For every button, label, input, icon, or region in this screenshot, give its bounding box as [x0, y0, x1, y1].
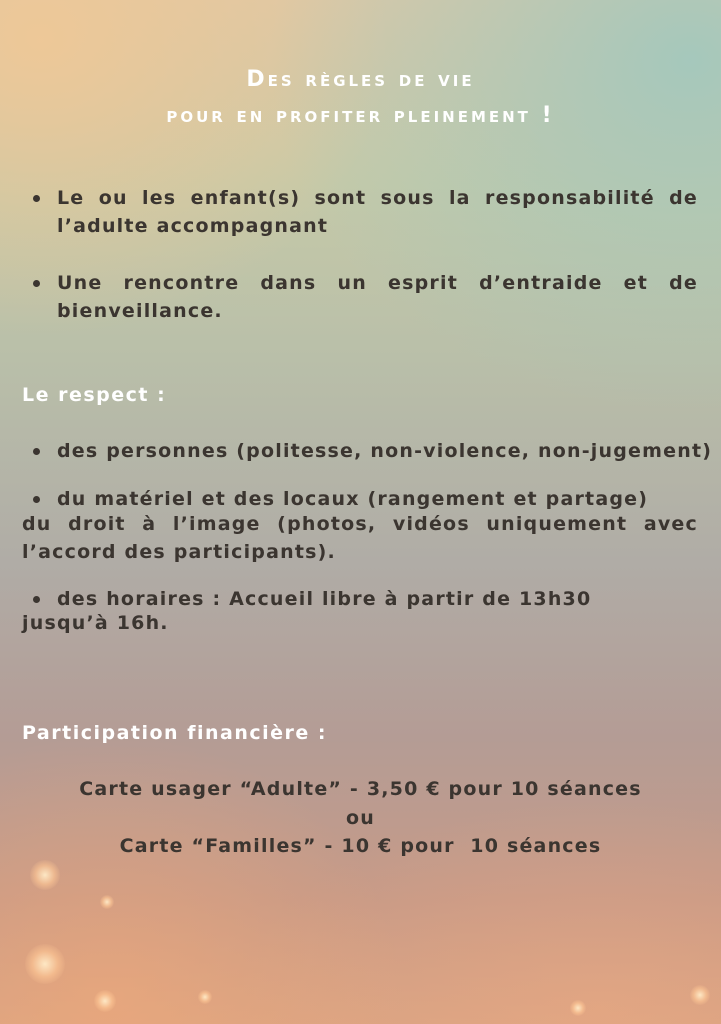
bokeh-light: [198, 990, 212, 1004]
bullet-icon: [33, 195, 40, 202]
list-item: Une rencontre dans un esprit d’entraide et de bienveillance.: [57, 272, 698, 322]
bullet-icon: [33, 448, 40, 455]
bokeh-light: [100, 895, 114, 909]
bokeh-light: [25, 944, 65, 984]
image-rights-text: du droit à l’image (photos, vidéos uniquement avec l’accord des participants).: [22, 513, 698, 563]
bokeh-light: [690, 985, 710, 1005]
bullet-icon: [33, 596, 40, 603]
section-heading-respect: Le respect :: [22, 384, 167, 406]
list-item: Le ou les enfant(s) sont sous la responsabilité de l’adulte accompagnant: [57, 187, 698, 237]
title-line-1: Des règles de vie: [246, 67, 475, 92]
card-adult-text: Carte usager “Adulte” - 3,50 € pour 10 séances: [79, 778, 642, 800]
bokeh-light: [30, 860, 60, 890]
bullet-icon: [33, 496, 40, 503]
bullet-icon: [33, 280, 40, 287]
bokeh-light: [570, 1000, 586, 1016]
list-item: du matériel et des locaux (rangement et partage): [57, 488, 649, 510]
hours-end-text: jusqu’à 16h.: [22, 612, 169, 634]
page-title: [0, 62, 721, 134]
section-heading-participation: Participation financière :: [22, 722, 327, 744]
card-family-text: Carte “Familles” - 10 € pour 10 séances: [119, 835, 602, 857]
title-line-2: pour en profiter pleinement !: [166, 103, 555, 128]
list-item: des personnes (politesse, non-violence, non-jugement): [57, 440, 713, 462]
list-item: des horaires : Accueil libre à partir de 13h30: [57, 588, 592, 610]
separator-text: ou: [346, 807, 375, 829]
bokeh-light: [94, 990, 116, 1012]
